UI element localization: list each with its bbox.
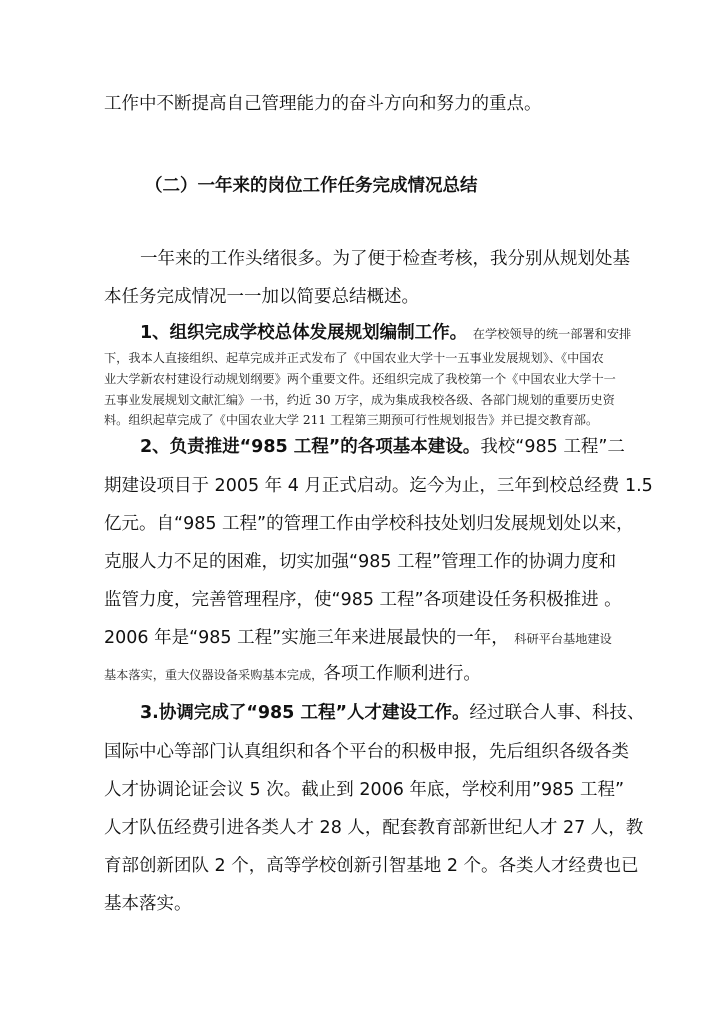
item3-first-line — [140, 701, 644, 725]
paragraph-line — [104, 626, 612, 651]
paragraph-line — [104, 662, 481, 687]
small-paragraph-line: 五事业发展规划文献汇编》一书，约近 30 万字，成为集成我校各级、各部门规划的重要历史资 — [104, 393, 615, 407]
paragraph-line: 本任务完成情况一一加以简要总结概述。 — [104, 287, 419, 307]
section-heading: （二）一年来的岗位工作任务完成情况总结 — [145, 176, 478, 196]
item1-small-text: 在学校领导的统一部署和安排 — [472, 327, 632, 341]
paragraph-line: 人才协调论证会议 5 次。截止到 2006 年底，学校利用”985 工程” — [104, 780, 625, 800]
paragraph-line: 期建设项目于 2005 年 4 月正式启动。迄今为止，三年到校总经费 1.5 — [104, 476, 653, 496]
paragraph-line: 工作中不断提高自己管理能力的奋斗方向和努力的重点。 — [104, 94, 542, 114]
item2-line7-text: 各项工作顺利进行。 — [323, 664, 481, 684]
item3-text: 经过联合人事、科技、 — [469, 703, 645, 723]
small-paragraph-line: 业大学新农村建设行动规划纲要》两个重要文件。还组织完成了我校第一个《中国农业大学十一 — [104, 372, 616, 386]
item2-first-line — [140, 435, 625, 459]
item2-line6-text: 2006 年是“985 工程”实施三年来进展最快的一年， — [104, 628, 509, 648]
item2-title: 2、负责推进“985 工程”的各项基本建设。 — [140, 437, 481, 457]
item2-text: 我校“985 工程”二 — [480, 437, 625, 457]
paragraph-line: 国际中心等部门认真组织和各个平台的积极申报，先后组织各级各类 — [104, 742, 629, 762]
item1-title: 1、组织完成学校总体发展规划编制工作。 — [140, 323, 468, 343]
paragraph-line: 亿元。自“985 工程”的管理工作由学校科技处划归发展规划处以来， — [104, 514, 634, 534]
paragraph-line: 监管力度，完善管理程序，使“985 工程”各项建设任务积极推进 。 — [104, 590, 622, 610]
small-paragraph-line: 下，我本人直接组织、起草完成并正式发布了《中国农业大学十一五事业发展规划》、《中国农 — [104, 351, 604, 365]
item2-line6-small: 科研平台基地建设 — [514, 632, 612, 646]
paragraph-line: 克服人力不足的困难，切实加强“985 工程”管理工作的协调力度和 — [104, 552, 617, 572]
paragraph-line: 基本落实。 — [104, 894, 192, 914]
paragraph-line: 育部创新团队 2 个，高等学校创新引智基地 2 个。各类人才经费也已 — [104, 856, 639, 876]
item2-line7-small: 基本落实，重大仪器设备采购基本完成， — [104, 668, 324, 682]
item3-title: 3.协调完成了“985 工程”人才建设工作。 — [140, 703, 470, 723]
small-paragraph-line: 料。组织起草完成了《中国农业大学 211 工程第三期预可行性规划报告》并已提交教育部。 — [104, 413, 599, 427]
paragraph-line: 人才队伍经费引进各类人才 28 人，配套教育部新世纪人才 27 人，教 — [104, 818, 644, 838]
paragraph-line: 一年来的工作头绪很多。为了便于检查考核，我分别从规划处基 — [140, 249, 630, 269]
item1-first-line — [140, 321, 631, 346]
